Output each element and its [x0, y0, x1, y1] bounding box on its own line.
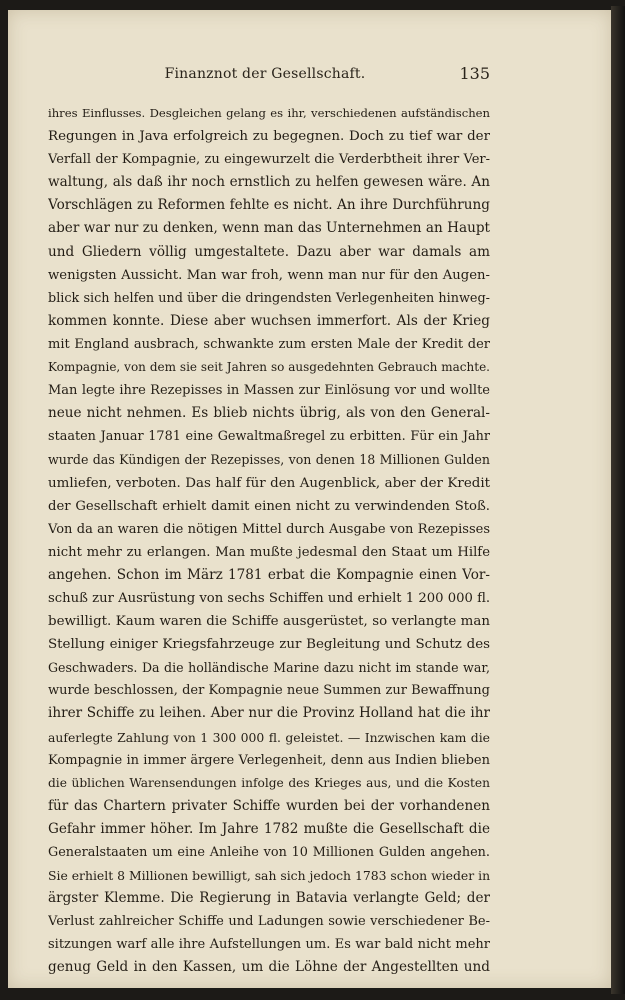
text-line: Verlust zahlreicher Schiffe und Ladungen sowie verschiedener Be-	[48, 914, 490, 930]
text-line: genug Geld in den Kassen, um die Löhne der Angestellten und	[48, 959, 490, 976]
text-line: umliefen, verboten. Das half für den Augenblick, aber der Kredit	[48, 475, 490, 491]
text-line: Vorschlägen zu Reformen fehlte es nicht. An ihre Durchführung	[48, 197, 490, 214]
text-line: und Gliedern völlig umgestaltete. Dazu aber war damals am	[48, 243, 490, 260]
text-line: ihrer Schiffe zu leihen. Aber nur die Provinz Holland hat die ihr	[48, 705, 490, 722]
text-line: angehen. Schon im März 1781 erbat die Kompagnie einen Vor-	[48, 566, 490, 583]
text-line: mit England ausbrach, schwankte zum ersten Male der Kredit der	[48, 336, 490, 352]
text-line: wurde das Kündigen der Rezepisses, von denen 18 Millionen Gulden	[48, 452, 490, 468]
text-line: Kompagnie in immer ärgere Verlegenheit, denn aus Indien blieben	[48, 752, 490, 768]
text-line: Stellung einiger Kriegsfahrzeuge zur Begleitung und Schutz des	[48, 637, 490, 653]
text-line: sitzungen warf alle ihre Aufstellungen um. Es war bald nicht mehr	[48, 937, 490, 953]
text-line: kommen konnte. Diese aber wuchsen immerfort. Als der Krieg	[48, 312, 490, 329]
text-line: die üblichen Warensendungen infolge des Krieges aus, und die Kosten	[48, 775, 490, 790]
text-line: ihres Einflusses. Desgleichen gelang es ihr, verschiedenen aufständischen	[48, 106, 490, 120]
text-line: neue nicht nehmen. Es blieb nichts übrig, als von den General-	[48, 405, 490, 422]
text-line: Man legte ihre Rezepisses in Massen zur Einlösung vor und wollte	[48, 383, 490, 399]
text-line: Gefahr immer höher. Im Jahre 1782 mußte die Gesellschaft die	[48, 820, 490, 837]
text-line: wurde beschlossen, der Kompagnie neue Summen zur Bewaffnung	[48, 683, 490, 699]
page-header	[40, 66, 490, 90]
text-line: Kompagnie, von dem sie seit Jahren so ausgedehnten Gebrauch machte.	[48, 360, 490, 375]
text-line: wenigsten Aussicht. Man war froh, wenn man nur für den Augen-	[48, 267, 490, 283]
text-line: Geschwaders. Da die holländische Marine dazu nicht im stande war,	[48, 660, 490, 676]
text-line: Von da an waren die nötigen Mittel durch Ausgabe von Rezepisses	[48, 521, 490, 537]
text-line: waltung, als daß ihr noch ernstlich zu helfen gewesen wäre. An	[48, 174, 490, 191]
text-line: schuß zur Ausrüstung von sechs Schiffen und erhielt 1 200 000 fl.	[48, 590, 490, 606]
text-line: aber war nur zu denken, wenn man das Unternehmen an Haupt	[48, 220, 490, 237]
running-title: Finanznot der Gesellschaft.	[164, 66, 366, 82]
body-text	[48, 102, 490, 980]
text-line: Verfall der Kompagnie, zu eingewurzelt die Verderbtheit ihrer Ver-	[48, 152, 490, 168]
page-number: 135	[459, 64, 490, 83]
text-line: ärgster Klemme. Die Regierung in Batavia verlangte Geld; der	[48, 890, 490, 907]
text-line: der Gesellschaft erhielt damit einen nicht zu verwindenden Stoß.	[48, 498, 490, 514]
text-line: Generalstaaten um eine Anleihe von 10 Millionen Gulden angehen.	[48, 845, 490, 860]
page-edge-shadow	[611, 6, 625, 994]
text-line: staaten Januar 1781 eine Gewaltmaßregel zu erbitten. Für ein Jahr	[48, 429, 490, 445]
text-line: blick sich helfen und über die dringendsten Verlegenheiten hinweg-	[48, 290, 490, 306]
text-line: bewilligt. Kaum waren die Schiffe ausgerüstet, so verlangte man	[48, 614, 490, 630]
text-line: für das Chartern privater Schiffe wurden bei der vorhandenen	[48, 797, 490, 814]
text-line: Regungen in Java erfolgreich zu begegnen. Doch zu tief war der	[48, 129, 490, 145]
text-line: auferlegte Zahlung von 1 300 000 fl. geleistet. — Inzwischen kam die	[48, 729, 490, 745]
text-line: Sie erhielt 8 Millionen bewilligt, sah sich jedoch 1783 schon wieder in	[48, 868, 490, 884]
text-line: nicht mehr zu erlangen. Man mußte jedesmal den Staat um Hilfe	[48, 544, 490, 560]
